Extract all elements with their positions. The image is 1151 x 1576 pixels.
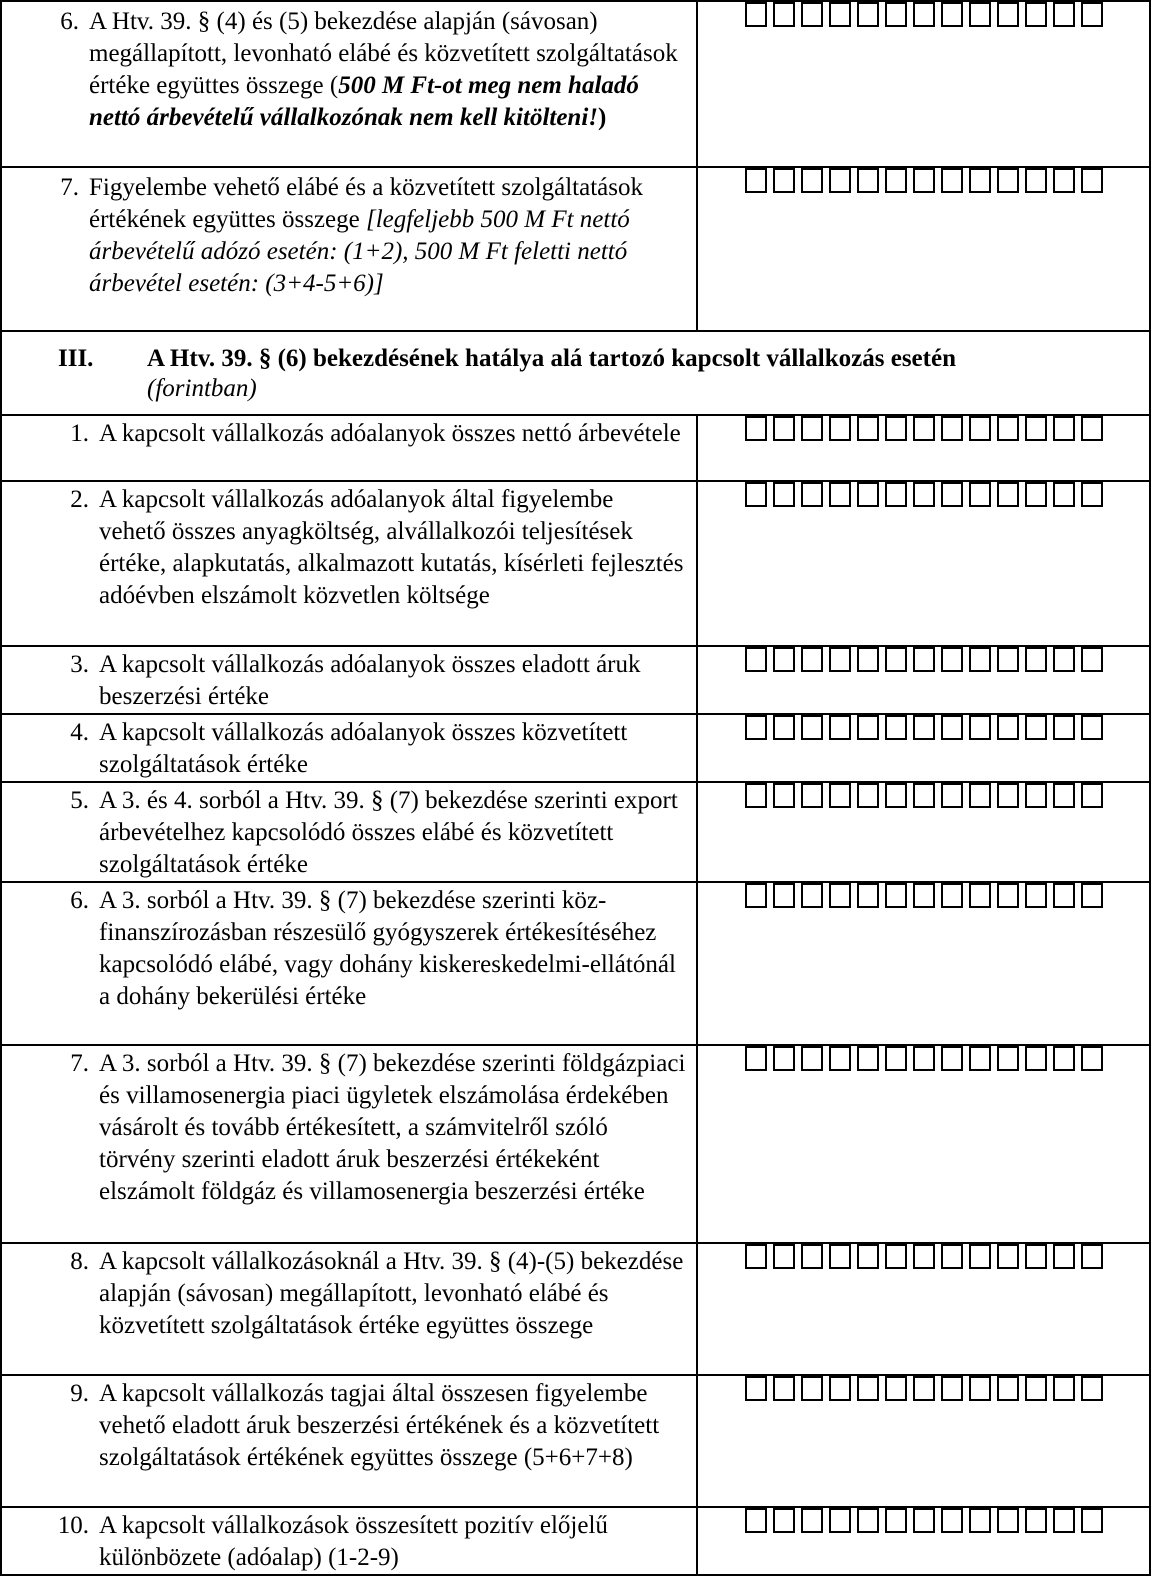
- digit-box[interactable]: [969, 647, 991, 672]
- digit-box[interactable]: [997, 2, 1019, 27]
- amount-field[interactable]: [697, 1243, 1150, 1375]
- digit-box[interactable]: [997, 783, 1019, 808]
- digit-box[interactable]: [885, 1244, 907, 1269]
- digit-box[interactable]: [857, 883, 879, 908]
- section-header-row: [1, 331, 1150, 415]
- digit-box[interactable]: [913, 1244, 935, 1269]
- digit-box[interactable]: [801, 883, 823, 908]
- digit-box[interactable]: [1025, 783, 1047, 808]
- row-label-cell: [1, 415, 697, 481]
- row-number: 4.: [70, 719, 89, 746]
- digit-box[interactable]: [773, 1046, 795, 1071]
- form-row-top-6: [1, 1, 1150, 167]
- row-number: 10.: [57, 1512, 89, 1539]
- row-number: 2.: [70, 486, 89, 513]
- digit-boxes[interactable]: [698, 482, 1149, 507]
- amount-field[interactable]: [697, 714, 1150, 782]
- amount-field[interactable]: [697, 481, 1150, 646]
- form-row-8: [1, 1243, 1150, 1375]
- digit-box[interactable]: [773, 168, 795, 193]
- digit-boxes[interactable]: [698, 883, 1149, 908]
- digit-box[interactable]: [857, 647, 879, 672]
- row-note: 500 M Ft-ot meg nem haladó nettó árbevételű vállalkozónak nem kell kitölteni!: [89, 72, 639, 131]
- digit-box[interactable]: [801, 1376, 823, 1401]
- digit-box[interactable]: [1025, 1508, 1047, 1533]
- digit-box[interactable]: [857, 2, 879, 27]
- digit-box[interactable]: [773, 883, 795, 908]
- digit-boxes[interactable]: [698, 168, 1149, 193]
- row-text: A kapcsolt vállalkozásoknál a Htv. 39. § (4)-(5) bekezdése alapján (sávosan) megállapított, levonható elábé és közvetített szolgáltatások értéke együttes összege: [99, 1248, 684, 1339]
- row-text: A kapcsolt vállalkozás tagjai által összesen figyelembe vehető eladott áruk beszerzési értékének és a közvetített szolgáltatások értékének együttes összege (5+6+7+8): [99, 1380, 660, 1471]
- digit-box[interactable]: [1081, 2, 1103, 27]
- digit-box[interactable]: [857, 416, 879, 441]
- digit-box[interactable]: [857, 783, 879, 808]
- digit-box[interactable]: [1053, 1376, 1075, 1401]
- digit-box[interactable]: [745, 715, 767, 740]
- digit-box[interactable]: [913, 883, 935, 908]
- row-label-cell: [1, 1243, 697, 1375]
- digit-box[interactable]: [969, 715, 991, 740]
- digit-box[interactable]: [801, 168, 823, 193]
- digit-box[interactable]: [801, 715, 823, 740]
- digit-box[interactable]: [1025, 883, 1047, 908]
- digit-boxes[interactable]: [698, 1508, 1149, 1533]
- digit-box[interactable]: [773, 1508, 795, 1533]
- digit-box[interactable]: [913, 416, 935, 441]
- form-row-top-7: [1, 167, 1150, 331]
- digit-box[interactable]: [1053, 1508, 1075, 1533]
- digit-box[interactable]: [1053, 2, 1075, 27]
- digit-box[interactable]: [1025, 2, 1047, 27]
- digit-box[interactable]: [941, 647, 963, 672]
- row-label-cell: [1, 1375, 697, 1507]
- digit-box[interactable]: [857, 1376, 879, 1401]
- digit-box[interactable]: [941, 482, 963, 507]
- digit-boxes[interactable]: [698, 1046, 1149, 1071]
- digit-box[interactable]: [773, 2, 795, 27]
- row-text: A kapcsolt vállalkozás adóalanyok összes nettó árbevétele: [99, 420, 681, 447]
- digit-box[interactable]: [997, 416, 1019, 441]
- form-row-2: [1, 481, 1150, 646]
- row-text: A 3. sorból a Htv. 39. § (7) bekezdése szerinti köz-finanszírozásban részesülő gyógyszerek értékesítéséhez kapcsolódó elábé, vagy dohány kiskereskedelmi-ellátónál a dohány bekerülési értéke: [99, 887, 676, 1010]
- digit-box[interactable]: [773, 783, 795, 808]
- row-text: A Htv. 39. § (4) és (5) bekezdése alapján (sávosan) megállapított, levonható elábé és közvetített szolgáltatások értéke együttes összege (500 M Ft-ot meg nem haladó nettó árbevételű vállalkozónak nem kell kitölteni!): [89, 8, 678, 131]
- row-label-cell: [1, 167, 697, 331]
- digit-box[interactable]: [969, 1244, 991, 1269]
- digit-box[interactable]: [1081, 647, 1103, 672]
- digit-box[interactable]: [829, 482, 851, 507]
- row-number: 3.: [70, 651, 89, 678]
- digit-box[interactable]: [885, 168, 907, 193]
- digit-box[interactable]: [969, 1508, 991, 1533]
- digit-box[interactable]: [1081, 883, 1103, 908]
- row-number: 8.: [70, 1248, 89, 1275]
- digit-box[interactable]: [745, 1376, 767, 1401]
- form-row-5: [1, 782, 1150, 882]
- digit-box[interactable]: [829, 2, 851, 27]
- digit-box[interactable]: [885, 883, 907, 908]
- digit-box[interactable]: [1053, 715, 1075, 740]
- digit-boxes[interactable]: [698, 647, 1149, 672]
- digit-box[interactable]: [773, 715, 795, 740]
- digit-box[interactable]: [745, 482, 767, 507]
- amount-field[interactable]: [697, 1375, 1150, 1507]
- digit-box[interactable]: [941, 1508, 963, 1533]
- form-row-6: [1, 882, 1150, 1045]
- digit-box[interactable]: [969, 883, 991, 908]
- form-row-1: [1, 415, 1150, 481]
- digit-box[interactable]: [997, 168, 1019, 193]
- digit-box[interactable]: [745, 2, 767, 27]
- row-number: 6.: [60, 8, 79, 35]
- digit-box[interactable]: [829, 1376, 851, 1401]
- digit-box[interactable]: [969, 416, 991, 441]
- digit-box[interactable]: [1081, 168, 1103, 193]
- row-label-cell: [1, 714, 697, 782]
- digit-box[interactable]: [997, 715, 1019, 740]
- digit-box[interactable]: [913, 783, 935, 808]
- digit-box[interactable]: [829, 416, 851, 441]
- digit-box[interactable]: [913, 1046, 935, 1071]
- digit-box[interactable]: [1053, 168, 1075, 193]
- form-row-7: [1, 1045, 1150, 1243]
- digit-box[interactable]: [745, 1508, 767, 1533]
- row-label-cell: [1, 1, 697, 167]
- row-number: 7.: [60, 174, 79, 201]
- digit-box[interactable]: [885, 783, 907, 808]
- row-number: 7.: [70, 1050, 89, 1077]
- digit-box[interactable]: [997, 883, 1019, 908]
- digit-box[interactable]: [913, 1376, 935, 1401]
- digit-box[interactable]: [969, 783, 991, 808]
- digit-box[interactable]: [885, 482, 907, 507]
- digit-box[interactable]: [1053, 1046, 1075, 1071]
- digit-box[interactable]: [1053, 647, 1075, 672]
- digit-box[interactable]: [885, 2, 907, 27]
- digit-box[interactable]: [969, 2, 991, 27]
- digit-box[interactable]: [801, 1508, 823, 1533]
- digit-box[interactable]: [885, 715, 907, 740]
- row-label-cell: [1, 1507, 697, 1575]
- digit-box[interactable]: [997, 482, 1019, 507]
- digit-box[interactable]: [801, 1244, 823, 1269]
- digit-box[interactable]: [745, 1046, 767, 1071]
- section-unit: (forintban): [147, 375, 257, 402]
- row-number: 6.: [70, 887, 89, 914]
- digit-box[interactable]: [1081, 783, 1103, 808]
- digit-box[interactable]: [941, 2, 963, 27]
- digit-box[interactable]: [997, 1376, 1019, 1401]
- digit-box[interactable]: [1025, 168, 1047, 193]
- row-label-cell: [1, 1045, 697, 1243]
- digit-box[interactable]: [829, 715, 851, 740]
- digit-box[interactable]: [1081, 715, 1103, 740]
- digit-box[interactable]: [913, 482, 935, 507]
- row-text: Figyelembe vehető elábé és a közvetített szolgáltatások értékének együttes összege [legfeljebb 500 M Ft nettó árbevételű adózó esetén: (1+2), 500 M Ft feletti nettó árbevétel esetén: (3+4-5+6)]: [89, 174, 643, 297]
- row-text: A 3. sorból a Htv. 39. § (7) bekezdése szerinti földgázpiaci és villamosenergia piaci ügyletek elszámolása érdekében vásárolt és tovább értékesített, a számvitelről szóló törvény szerinti eladott áruk beszerzési értékeként elszámolt földgáz és villamosenergia beszerzési értéke: [99, 1050, 686, 1205]
- digit-box[interactable]: [801, 482, 823, 507]
- digit-box[interactable]: [745, 647, 767, 672]
- digit-box[interactable]: [745, 783, 767, 808]
- digit-boxes[interactable]: [698, 416, 1149, 441]
- digit-box[interactable]: [969, 168, 991, 193]
- digit-boxes[interactable]: [698, 715, 1149, 740]
- digit-box[interactable]: [941, 715, 963, 740]
- digit-box[interactable]: [1053, 783, 1075, 808]
- section-header: [1, 331, 1150, 415]
- digit-box[interactable]: [857, 1508, 879, 1533]
- amount-field[interactable]: [697, 1, 1150, 167]
- digit-box[interactable]: [857, 715, 879, 740]
- digit-box[interactable]: [1053, 482, 1075, 507]
- digit-box[interactable]: [857, 168, 879, 193]
- amount-field[interactable]: [697, 882, 1150, 1045]
- row-label-cell: [1, 782, 697, 882]
- digit-box[interactable]: [941, 883, 963, 908]
- digit-boxes[interactable]: [698, 1244, 1149, 1269]
- digit-box[interactable]: [1025, 1244, 1047, 1269]
- digit-box[interactable]: [913, 647, 935, 672]
- digit-box[interactable]: [773, 482, 795, 507]
- row-number: 5.: [70, 787, 89, 814]
- form-row-9: [1, 1375, 1150, 1507]
- row-text: A kapcsolt vállalkozás adóalanyok összes eladott áruk beszerzési értéke: [99, 651, 641, 710]
- digit-box[interactable]: [829, 1244, 851, 1269]
- row-label-cell: [1, 481, 697, 646]
- digit-box[interactable]: [1025, 416, 1047, 441]
- digit-box[interactable]: [1025, 482, 1047, 507]
- digit-box[interactable]: [913, 1508, 935, 1533]
- form-row-4: [1, 714, 1150, 782]
- digit-box[interactable]: [941, 168, 963, 193]
- digit-box[interactable]: [1025, 1376, 1047, 1401]
- digit-box[interactable]: [801, 1046, 823, 1071]
- row-label-cell: [1, 646, 697, 714]
- digit-boxes[interactable]: [698, 783, 1149, 808]
- digit-box[interactable]: [997, 1046, 1019, 1071]
- digit-box[interactable]: [885, 1046, 907, 1071]
- section-roman-numeral: III.: [58, 345, 94, 372]
- row-text: A kapcsolt vállalkozások összesített pozitív előjelű különbözete (adóalap) (1-2-9): [99, 1512, 608, 1571]
- digit-box[interactable]: [801, 783, 823, 808]
- digit-box[interactable]: [745, 416, 767, 441]
- digit-box[interactable]: [1025, 715, 1047, 740]
- row-formula-note: [legfeljebb 500 M Ft nettó árbevételű adózó esetén: (1+2), 500 M Ft feletti nettó árbevétel esetén: (3+4-5+6)]: [89, 206, 630, 297]
- digit-box[interactable]: [829, 783, 851, 808]
- digit-box[interactable]: [773, 1376, 795, 1401]
- row-text: A kapcsolt vállalkozás adóalanyok összes közvetített szolgáltatások értéke: [99, 719, 628, 778]
- digit-box[interactable]: [1081, 1046, 1103, 1071]
- digit-box[interactable]: [773, 416, 795, 441]
- digit-box[interactable]: [745, 1244, 767, 1269]
- digit-box[interactable]: [1081, 482, 1103, 507]
- digit-box[interactable]: [1025, 647, 1047, 672]
- digit-box[interactable]: [941, 783, 963, 808]
- digit-box[interactable]: [941, 1376, 963, 1401]
- digit-box[interactable]: [1053, 1244, 1075, 1269]
- digit-box[interactable]: [885, 1508, 907, 1533]
- digit-box[interactable]: [885, 1376, 907, 1401]
- digit-box[interactable]: [745, 883, 767, 908]
- digit-box[interactable]: [1081, 1244, 1103, 1269]
- digit-box[interactable]: [969, 1046, 991, 1071]
- digit-boxes[interactable]: [698, 1376, 1149, 1401]
- digit-box[interactable]: [829, 1508, 851, 1533]
- digit-box[interactable]: [1081, 416, 1103, 441]
- digit-box[interactable]: [857, 1046, 879, 1071]
- digit-box[interactable]: [829, 647, 851, 672]
- digit-box[interactable]: [1053, 883, 1075, 908]
- amount-field[interactable]: [697, 646, 1150, 714]
- digit-box[interactable]: [941, 1046, 963, 1071]
- digit-box[interactable]: [773, 647, 795, 672]
- digit-box[interactable]: [969, 482, 991, 507]
- digit-box[interactable]: [857, 1244, 879, 1269]
- digit-box[interactable]: [829, 168, 851, 193]
- form-row-10: [1, 1507, 1150, 1575]
- amount-field[interactable]: [697, 415, 1150, 481]
- digit-box[interactable]: [997, 647, 1019, 672]
- row-text: A kapcsolt vállalkozás adóalanyok által figyelembe vehető összes anyagköltség, alvállalkozói teljesítések értéke, alapkutatás, alkalmazott kutatás, kísérleti fejlesztés adóévben elszámolt közvetlen költsége: [99, 486, 684, 609]
- row-number: 9.: [70, 1380, 89, 1407]
- amount-field[interactable]: [697, 1045, 1150, 1243]
- digit-box[interactable]: [941, 416, 963, 441]
- digit-box[interactable]: [745, 168, 767, 193]
- digit-box[interactable]: [913, 715, 935, 740]
- digit-box[interactable]: [997, 1508, 1019, 1533]
- row-label-cell: [1, 882, 697, 1045]
- digit-box[interactable]: [969, 1376, 991, 1401]
- form-row-3: [1, 646, 1150, 714]
- digit-box[interactable]: [913, 2, 935, 27]
- digit-box[interactable]: [801, 2, 823, 27]
- digit-box[interactable]: [1025, 1046, 1047, 1071]
- digit-box[interactable]: [885, 416, 907, 441]
- digit-box[interactable]: [941, 1244, 963, 1269]
- digit-box[interactable]: [913, 168, 935, 193]
- section-rows: [1, 415, 1150, 1575]
- section-title: A Htv. 39. § (6) bekezdésének hatálya alá tartozó kapcsolt vállalkozás esetén: [147, 345, 956, 372]
- digit-boxes[interactable]: [698, 2, 1149, 27]
- amount-field[interactable]: [697, 782, 1150, 882]
- row-text: A 3. és 4. sorból a Htv. 39. § (7) bekezdése szerinti export árbevételhez kapcsolódó összes elábé és közvetített szolgáltatások értéke: [99, 787, 678, 878]
- digit-box[interactable]: [801, 647, 823, 672]
- digit-box[interactable]: [857, 482, 879, 507]
- amount-field[interactable]: [697, 1507, 1150, 1575]
- digit-box[interactable]: [829, 883, 851, 908]
- digit-box[interactable]: [773, 1244, 795, 1269]
- row-number: 1.: [70, 420, 89, 447]
- digit-box[interactable]: [1081, 1508, 1103, 1533]
- digit-box[interactable]: [1081, 1376, 1103, 1401]
- digit-box[interactable]: [885, 647, 907, 672]
- digit-box[interactable]: [1053, 416, 1075, 441]
- digit-box[interactable]: [801, 416, 823, 441]
- digit-box[interactable]: [997, 1244, 1019, 1269]
- amount-field[interactable]: [697, 167, 1150, 331]
- digit-box[interactable]: [829, 1046, 851, 1071]
